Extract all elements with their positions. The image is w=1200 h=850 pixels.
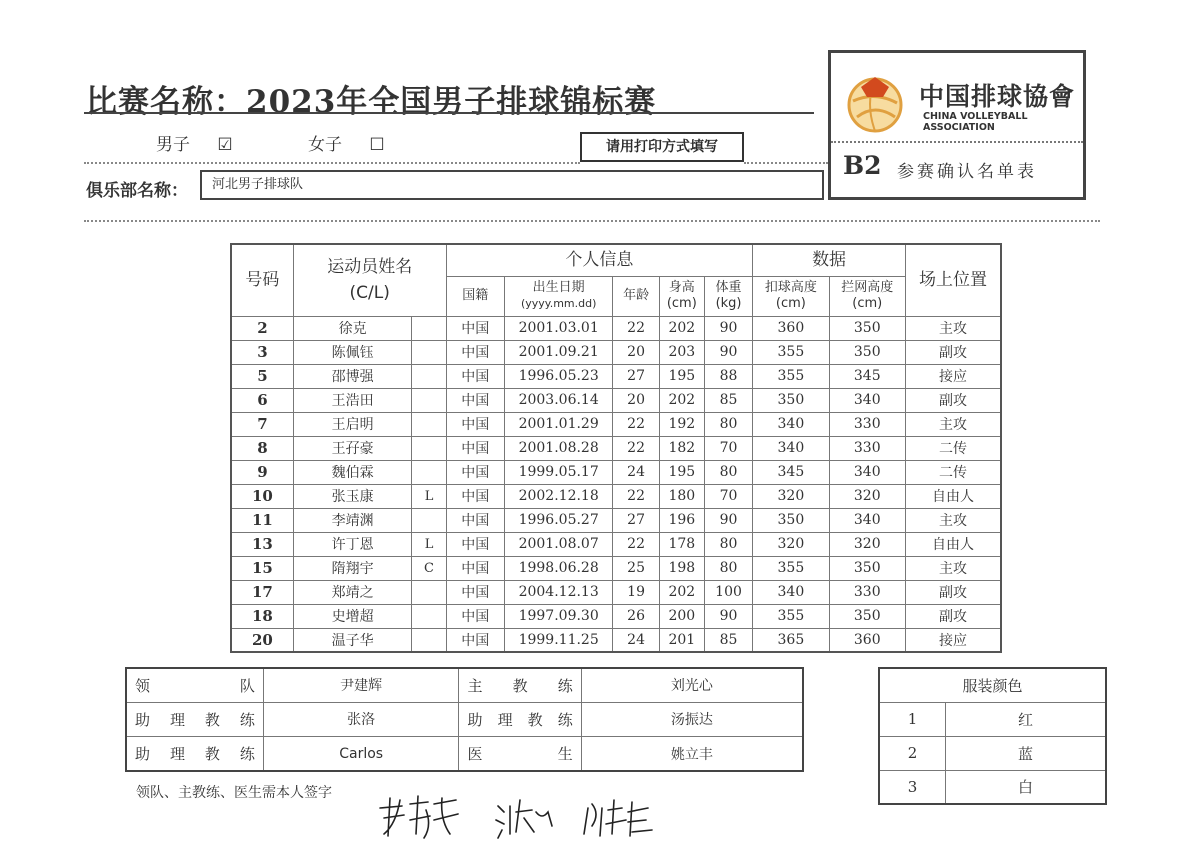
roster-name: 王浩田 — [293, 388, 412, 412]
roster-number: 10 — [231, 484, 293, 508]
roster-weight: 100 — [704, 580, 752, 604]
header-birthdate-unit: (yyyy.mm.dd) — [520, 297, 597, 310]
roster-spike-height: 340 — [753, 580, 829, 604]
header-number: 号码 — [231, 244, 293, 316]
association-name-cn: 中国排球協會 — [919, 82, 1076, 111]
roster-name: 徐克 — [293, 316, 412, 340]
header-spike-unit: (cm) — [775, 296, 806, 311]
roster-nationality: 中国 — [446, 460, 504, 484]
gender-male-label: 男子 — [156, 135, 190, 155]
uniform-color-table — [878, 667, 1107, 805]
roster-birthdate: 1998.06.28 — [504, 556, 613, 580]
staff-name: 汤振达 — [581, 702, 803, 736]
roster-nationality: 中国 — [446, 364, 504, 388]
header-athlete-name — [293, 244, 446, 316]
signature-note: 领队、主教练、医生需本人签字 — [136, 785, 332, 801]
roster-spike-height: 350 — [753, 388, 829, 412]
roster-birthdate: 2003.06.14 — [504, 388, 613, 412]
header-birthdate-label: 出生日期 — [532, 280, 585, 295]
roster-position: 副攻 — [905, 580, 1001, 604]
staff-row — [126, 737, 803, 771]
header-birthdate — [504, 276, 613, 316]
roster-nationality: 中国 — [446, 412, 504, 436]
roster-number: 3 — [231, 340, 293, 364]
table-row — [231, 556, 1001, 580]
roster-captain-libero: L — [412, 484, 446, 508]
uniform-row — [879, 770, 1106, 804]
roster-block-height: 340 — [829, 460, 905, 484]
roster-weight: 90 — [704, 340, 752, 364]
staff-name: 姚立丰 — [581, 737, 803, 771]
roster-birthdate: 1997.09.30 — [504, 604, 613, 628]
association-header-box — [828, 50, 1086, 200]
roster-name: 邵博强 — [293, 364, 412, 388]
header-stats: 数据 — [753, 244, 906, 276]
roster-nationality: 中国 — [446, 484, 504, 508]
club-name-field[interactable]: 河北男子排球队 — [200, 170, 824, 200]
handwritten-signatures — [370, 790, 670, 845]
club-label: 俱乐部名称： — [86, 181, 188, 201]
roster-number: 18 — [231, 604, 293, 628]
roster-nationality: 中国 — [446, 316, 504, 340]
roster-height: 200 — [659, 604, 704, 628]
roster-birthdate: 2002.12.18 — [504, 484, 613, 508]
roster-captain-libero — [412, 460, 446, 484]
roster-spike-height: 355 — [753, 556, 829, 580]
roster-nationality: 中国 — [446, 436, 504, 460]
form-code: B2 — [843, 151, 882, 180]
roster-birthdate: 2001.08.28 — [504, 436, 613, 460]
staff-row — [126, 668, 803, 702]
roster-block-height: 330 — [829, 580, 905, 604]
roster-birthdate: 2001.03.01 — [504, 316, 613, 340]
header-position: 场上位置 — [905, 244, 1001, 316]
roster-position: 主攻 — [905, 508, 1001, 532]
roster-position: 接应 — [905, 364, 1001, 388]
roster-birthdate: 2004.12.13 — [504, 580, 613, 604]
roster-number: 8 — [231, 436, 293, 460]
header-height — [659, 276, 704, 316]
roster-age: 27 — [613, 364, 659, 388]
roster-age: 26 — [613, 604, 659, 628]
volleyball-emblem-icon — [845, 73, 905, 133]
staff-role-label: 助理教练 — [126, 737, 263, 771]
print-instruction-box: 请用打印方式填写 — [580, 132, 744, 162]
roster-spike-height: 360 — [753, 316, 829, 340]
roster-captain-libero — [412, 628, 446, 652]
roster-height: 180 — [659, 484, 704, 508]
roster-nationality: 中国 — [446, 628, 504, 652]
roster-captain-libero — [412, 388, 446, 412]
roster-captain-libero — [412, 604, 446, 628]
title-underline — [84, 112, 814, 114]
roster-age: 24 — [613, 460, 659, 484]
table-row — [231, 628, 1001, 652]
roster-name: 陈佩钰 — [293, 340, 412, 364]
roster-height: 198 — [659, 556, 704, 580]
roster-height: 202 — [659, 388, 704, 412]
roster-age: 24 — [613, 628, 659, 652]
roster-age: 20 — [613, 340, 659, 364]
roster-spike-height: 320 — [753, 532, 829, 556]
roster-spike-height: 355 — [753, 364, 829, 388]
roster-birthdate: 2001.09.21 — [504, 340, 613, 364]
table-row — [231, 388, 1001, 412]
staff-name: 张洛 — [263, 702, 459, 736]
staff-role-label: 主教练 — [459, 668, 581, 702]
header-height-label: 身高 — [668, 280, 695, 295]
roster-height: 195 — [659, 364, 704, 388]
roster-position: 副攻 — [905, 388, 1001, 412]
roster-captain-libero — [412, 412, 446, 436]
uniform-row — [879, 702, 1106, 736]
roster-position: 主攻 — [905, 316, 1001, 340]
roster-block-height: 320 — [829, 532, 905, 556]
gender-female — [308, 130, 385, 155]
roster-spike-height: 355 — [753, 340, 829, 364]
roster-height: 203 — [659, 340, 704, 364]
roster-age: 20 — [613, 388, 659, 412]
table-row — [231, 460, 1001, 484]
roster-nationality: 中国 — [446, 388, 504, 412]
roster-number: 2 — [231, 316, 293, 340]
gender-female-label: 女子 — [308, 135, 342, 155]
staff-table — [125, 667, 804, 772]
roster-age: 22 — [613, 412, 659, 436]
roster-height: 182 — [659, 436, 704, 460]
roster-nationality: 中国 — [446, 580, 504, 604]
header-personal-info: 个人信息 — [446, 244, 753, 276]
roster-block-height: 345 — [829, 364, 905, 388]
roster-block-height: 350 — [829, 556, 905, 580]
roster-birthdate: 2001.01.29 — [504, 412, 613, 436]
gender-female-checkbox[interactable]: ☐ — [369, 135, 385, 155]
staff-role-label: 领队 — [126, 668, 263, 702]
roster-birthdate: 1996.05.27 — [504, 508, 613, 532]
roster-age: 27 — [613, 508, 659, 532]
roster-age: 22 — [613, 436, 659, 460]
dotted-divider — [84, 220, 1100, 222]
roster-position: 二传 — [905, 436, 1001, 460]
roster-block-height: 340 — [829, 388, 905, 412]
header-athlete-name-label: 运动员姓名 — [327, 257, 413, 278]
table-row — [231, 436, 1001, 460]
roster-height: 196 — [659, 508, 704, 532]
roster-weight: 80 — [704, 412, 752, 436]
roster-weight: 80 — [704, 460, 752, 484]
roster-name: 张玉康 — [293, 484, 412, 508]
uniform-number: 2 — [879, 736, 946, 770]
table-row — [231, 580, 1001, 604]
form-title: 参赛确认名单表 — [897, 162, 1037, 182]
roster-number: 9 — [231, 460, 293, 484]
roster-nationality: 中国 — [446, 556, 504, 580]
roster-birthdate: 1999.11.25 — [504, 628, 613, 652]
roster-nationality: 中国 — [446, 604, 504, 628]
table-row — [231, 484, 1001, 508]
roster-birthdate: 1996.05.23 — [504, 364, 613, 388]
roster-age: 25 — [613, 556, 659, 580]
roster-number: 20 — [231, 628, 293, 652]
roster-spike-height: 365 — [753, 628, 829, 652]
competition-title: 比赛名称：2023年全国男子排球锦标赛 — [86, 84, 657, 120]
dotted-divider — [744, 162, 828, 164]
roster-name: 李靖渊 — [293, 508, 412, 532]
association-name-en: CHINA VOLLEYBALL ASSOCIATION — [923, 111, 1028, 133]
roster-captain-libero — [412, 364, 446, 388]
roster-age: 22 — [613, 532, 659, 556]
roster-weight: 80 — [704, 532, 752, 556]
roster-birthdate: 1999.05.17 — [504, 460, 613, 484]
table-row — [231, 340, 1001, 364]
roster-block-height: 340 — [829, 508, 905, 532]
roster-height: 202 — [659, 580, 704, 604]
roster-position: 自由人 — [905, 532, 1001, 556]
roster-height: 202 — [659, 316, 704, 340]
header-weight-label: 体重 — [715, 280, 742, 295]
roster-weight: 90 — [704, 604, 752, 628]
roster-position: 二传 — [905, 460, 1001, 484]
gender-male-checkbox[interactable]: ☑ — [217, 135, 233, 155]
roster-table — [230, 243, 1002, 653]
staff-role-label: 助理教练 — [126, 702, 263, 736]
roster-position: 主攻 — [905, 412, 1001, 436]
roster-name: 温子华 — [293, 628, 412, 652]
table-row — [231, 604, 1001, 628]
roster-name: 许丁恩 — [293, 532, 412, 556]
roster-number: 6 — [231, 388, 293, 412]
roster-weight: 85 — [704, 388, 752, 412]
roster-captain-libero: L — [412, 532, 446, 556]
roster-captain-libero — [412, 436, 446, 460]
header-block-height — [829, 276, 905, 316]
header-age: 年龄 — [613, 276, 659, 316]
roster-number: 13 — [231, 532, 293, 556]
header-athlete-name-sub: (C/L) — [349, 283, 390, 304]
roster-block-height: 350 — [829, 316, 905, 340]
roster-age: 22 — [613, 484, 659, 508]
roster-nationality: 中国 — [446, 508, 504, 532]
roster-block-height: 360 — [829, 628, 905, 652]
roster-height: 192 — [659, 412, 704, 436]
header-divider — [831, 141, 1083, 143]
gender-male — [156, 130, 233, 155]
staff-role-label: 医生 — [459, 737, 581, 771]
staff-row — [126, 702, 803, 736]
header-height-unit: (cm) — [666, 296, 697, 311]
uniform-header: 服装颜色 — [879, 668, 1106, 702]
roster-weight: 90 — [704, 316, 752, 340]
staff-name: 尹建辉 — [263, 668, 459, 702]
table-row — [231, 364, 1001, 388]
roster-weight: 70 — [704, 484, 752, 508]
roster-spike-height: 320 — [753, 484, 829, 508]
roster-nationality: 中国 — [446, 532, 504, 556]
header-block-unit: (cm) — [852, 296, 883, 311]
roster-nationality: 中国 — [446, 340, 504, 364]
roster-name: 隋翔宇 — [293, 556, 412, 580]
table-row — [231, 532, 1001, 556]
roster-position: 自由人 — [905, 484, 1001, 508]
roster-height: 178 — [659, 532, 704, 556]
header-weight-unit: (kg) — [715, 296, 742, 311]
header-spike-height — [753, 276, 829, 316]
roster-block-height: 320 — [829, 484, 905, 508]
header-nationality: 国籍 — [446, 276, 504, 316]
roster-captain-libero: C — [412, 556, 446, 580]
roster-age: 19 — [613, 580, 659, 604]
roster-weight: 85 — [704, 628, 752, 652]
roster-captain-libero — [412, 340, 446, 364]
roster-weight: 80 — [704, 556, 752, 580]
uniform-color: 白 — [946, 770, 1106, 804]
header-block-label: 拦网高度 — [841, 280, 894, 295]
uniform-color: 蓝 — [946, 736, 1106, 770]
table-row — [231, 316, 1001, 340]
roster-spike-height: 340 — [753, 436, 829, 460]
staff-role-label: 助理教练 — [459, 702, 581, 736]
roster-height: 195 — [659, 460, 704, 484]
roster-spike-height: 340 — [753, 412, 829, 436]
table-row — [231, 412, 1001, 436]
roster-captain-libero — [412, 580, 446, 604]
roster-age: 22 — [613, 316, 659, 340]
roster-block-height: 330 — [829, 412, 905, 436]
dotted-divider — [84, 162, 580, 164]
roster-block-height: 330 — [829, 436, 905, 460]
roster-number: 17 — [231, 580, 293, 604]
roster-weight: 88 — [704, 364, 752, 388]
roster-block-height: 350 — [829, 604, 905, 628]
uniform-number: 1 — [879, 702, 946, 736]
uniform-row — [879, 736, 1106, 770]
roster-number: 11 — [231, 508, 293, 532]
roster-name: 魏伯霖 — [293, 460, 412, 484]
header-weight — [704, 276, 752, 316]
roster-spike-height: 355 — [753, 604, 829, 628]
roster-position: 接应 — [905, 628, 1001, 652]
header-spike-label: 扣球高度 — [764, 280, 817, 295]
roster-number: 15 — [231, 556, 293, 580]
table-row — [231, 508, 1001, 532]
roster-position: 副攻 — [905, 604, 1001, 628]
roster-spike-height: 350 — [753, 508, 829, 532]
roster-position: 副攻 — [905, 340, 1001, 364]
roster-weight: 70 — [704, 436, 752, 460]
staff-name: 刘光心 — [581, 668, 803, 702]
roster-spike-height: 345 — [753, 460, 829, 484]
roster-name: 王启明 — [293, 412, 412, 436]
staff-name: Carlos — [263, 737, 459, 771]
roster-captain-libero — [412, 508, 446, 532]
roster-birthdate: 2001.08.07 — [504, 532, 613, 556]
roster-captain-libero — [412, 316, 446, 340]
roster-weight: 90 — [704, 508, 752, 532]
uniform-number: 3 — [879, 770, 946, 804]
uniform-color: 红 — [946, 702, 1106, 736]
roster-number: 5 — [231, 364, 293, 388]
roster-name: 郑靖之 — [293, 580, 412, 604]
roster-name: 王孖豪 — [293, 436, 412, 460]
roster-name: 史增超 — [293, 604, 412, 628]
roster-position: 主攻 — [905, 556, 1001, 580]
roster-number: 7 — [231, 412, 293, 436]
roster-height: 201 — [659, 628, 704, 652]
roster-block-height: 350 — [829, 340, 905, 364]
